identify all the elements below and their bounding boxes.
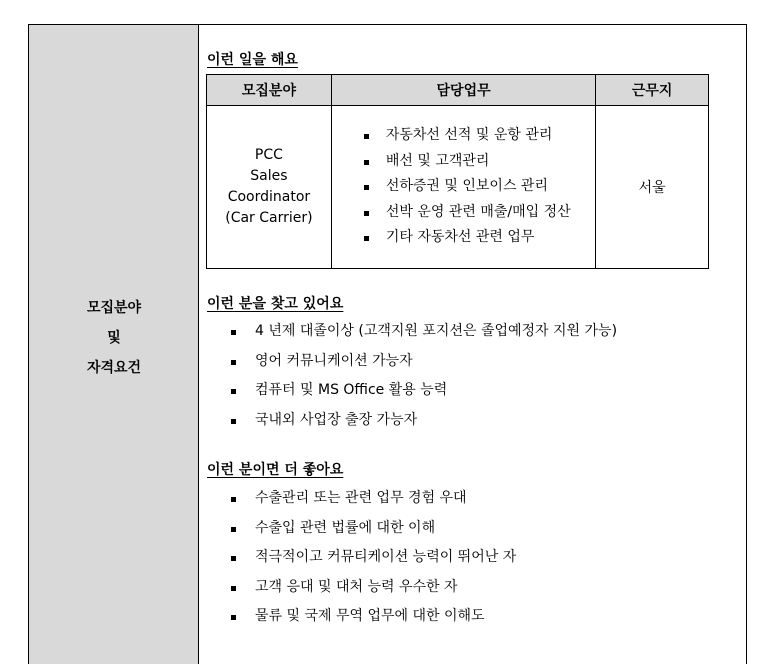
list-item: 배선 및 고객관리 [362, 149, 595, 175]
field-line: Sales [250, 168, 288, 184]
duty-cell [331, 106, 595, 269]
left-label-line: 및 [107, 330, 121, 346]
list-item: 수출관리 또는 관련 업무 경험 우대 [229, 484, 516, 514]
list-item: 물류 및 국제 무역 업무에 대한 이해도 [229, 602, 516, 632]
header-location: 근무지 [596, 75, 709, 106]
list-item: 4 년제 대졸이상 (고객지원 포지션은 졸업예정자 지원 가능) [229, 317, 617, 347]
table-row [207, 106, 709, 269]
list-item: 수출입 관련 법률에 대한 이해 [229, 514, 516, 544]
requirements-list [229, 317, 617, 435]
header-duty: 담당업무 [331, 75, 595, 106]
requirements-box [28, 24, 747, 664]
list-item: 국내외 사업장 출장 가능자 [229, 406, 617, 436]
location-cell: 서울 [596, 106, 709, 269]
left-label [29, 293, 199, 383]
header-field: 모집분야 [207, 75, 332, 106]
list-item: 영어 커뮤니케이션 가능자 [229, 347, 617, 377]
field-cell [207, 106, 332, 269]
left-label-line: 자격요건 [86, 360, 142, 376]
list-item: 적극적이고 커뮤티케이션 능력이 뛰어난 자 [229, 543, 516, 573]
list-item: 고객 응대 및 대처 능력 우수한 자 [229, 573, 516, 603]
left-label-line: 모집분야 [86, 300, 142, 316]
list-item: 선박 운영 관련 매출/매입 정산 [362, 200, 595, 226]
duty-table [206, 74, 709, 269]
field-line: (Car Carrier) [225, 210, 313, 226]
preferred-list [229, 484, 516, 632]
list-item: 기타 자동차선 관련 업무 [362, 225, 595, 251]
duty-list [332, 123, 595, 251]
left-label-column [29, 25, 199, 664]
section-title-requirements: 이런 분을 찾고 있어요 [207, 296, 344, 312]
table-header-row [207, 75, 709, 106]
list-item: 자동차선 선적 및 운항 관리 [362, 123, 595, 149]
field-line: Coordinator [227, 189, 311, 205]
field-line: PCC [254, 147, 283, 163]
section-title-duties: 이런 일을 해요 [207, 52, 298, 68]
list-item: 컴퓨터 및 MS Office 활용 능력 [229, 376, 617, 406]
section-title-preferred: 이런 분이면 더 좋아요 [207, 462, 344, 478]
list-item: 선하증권 및 인보이스 관리 [362, 174, 595, 200]
